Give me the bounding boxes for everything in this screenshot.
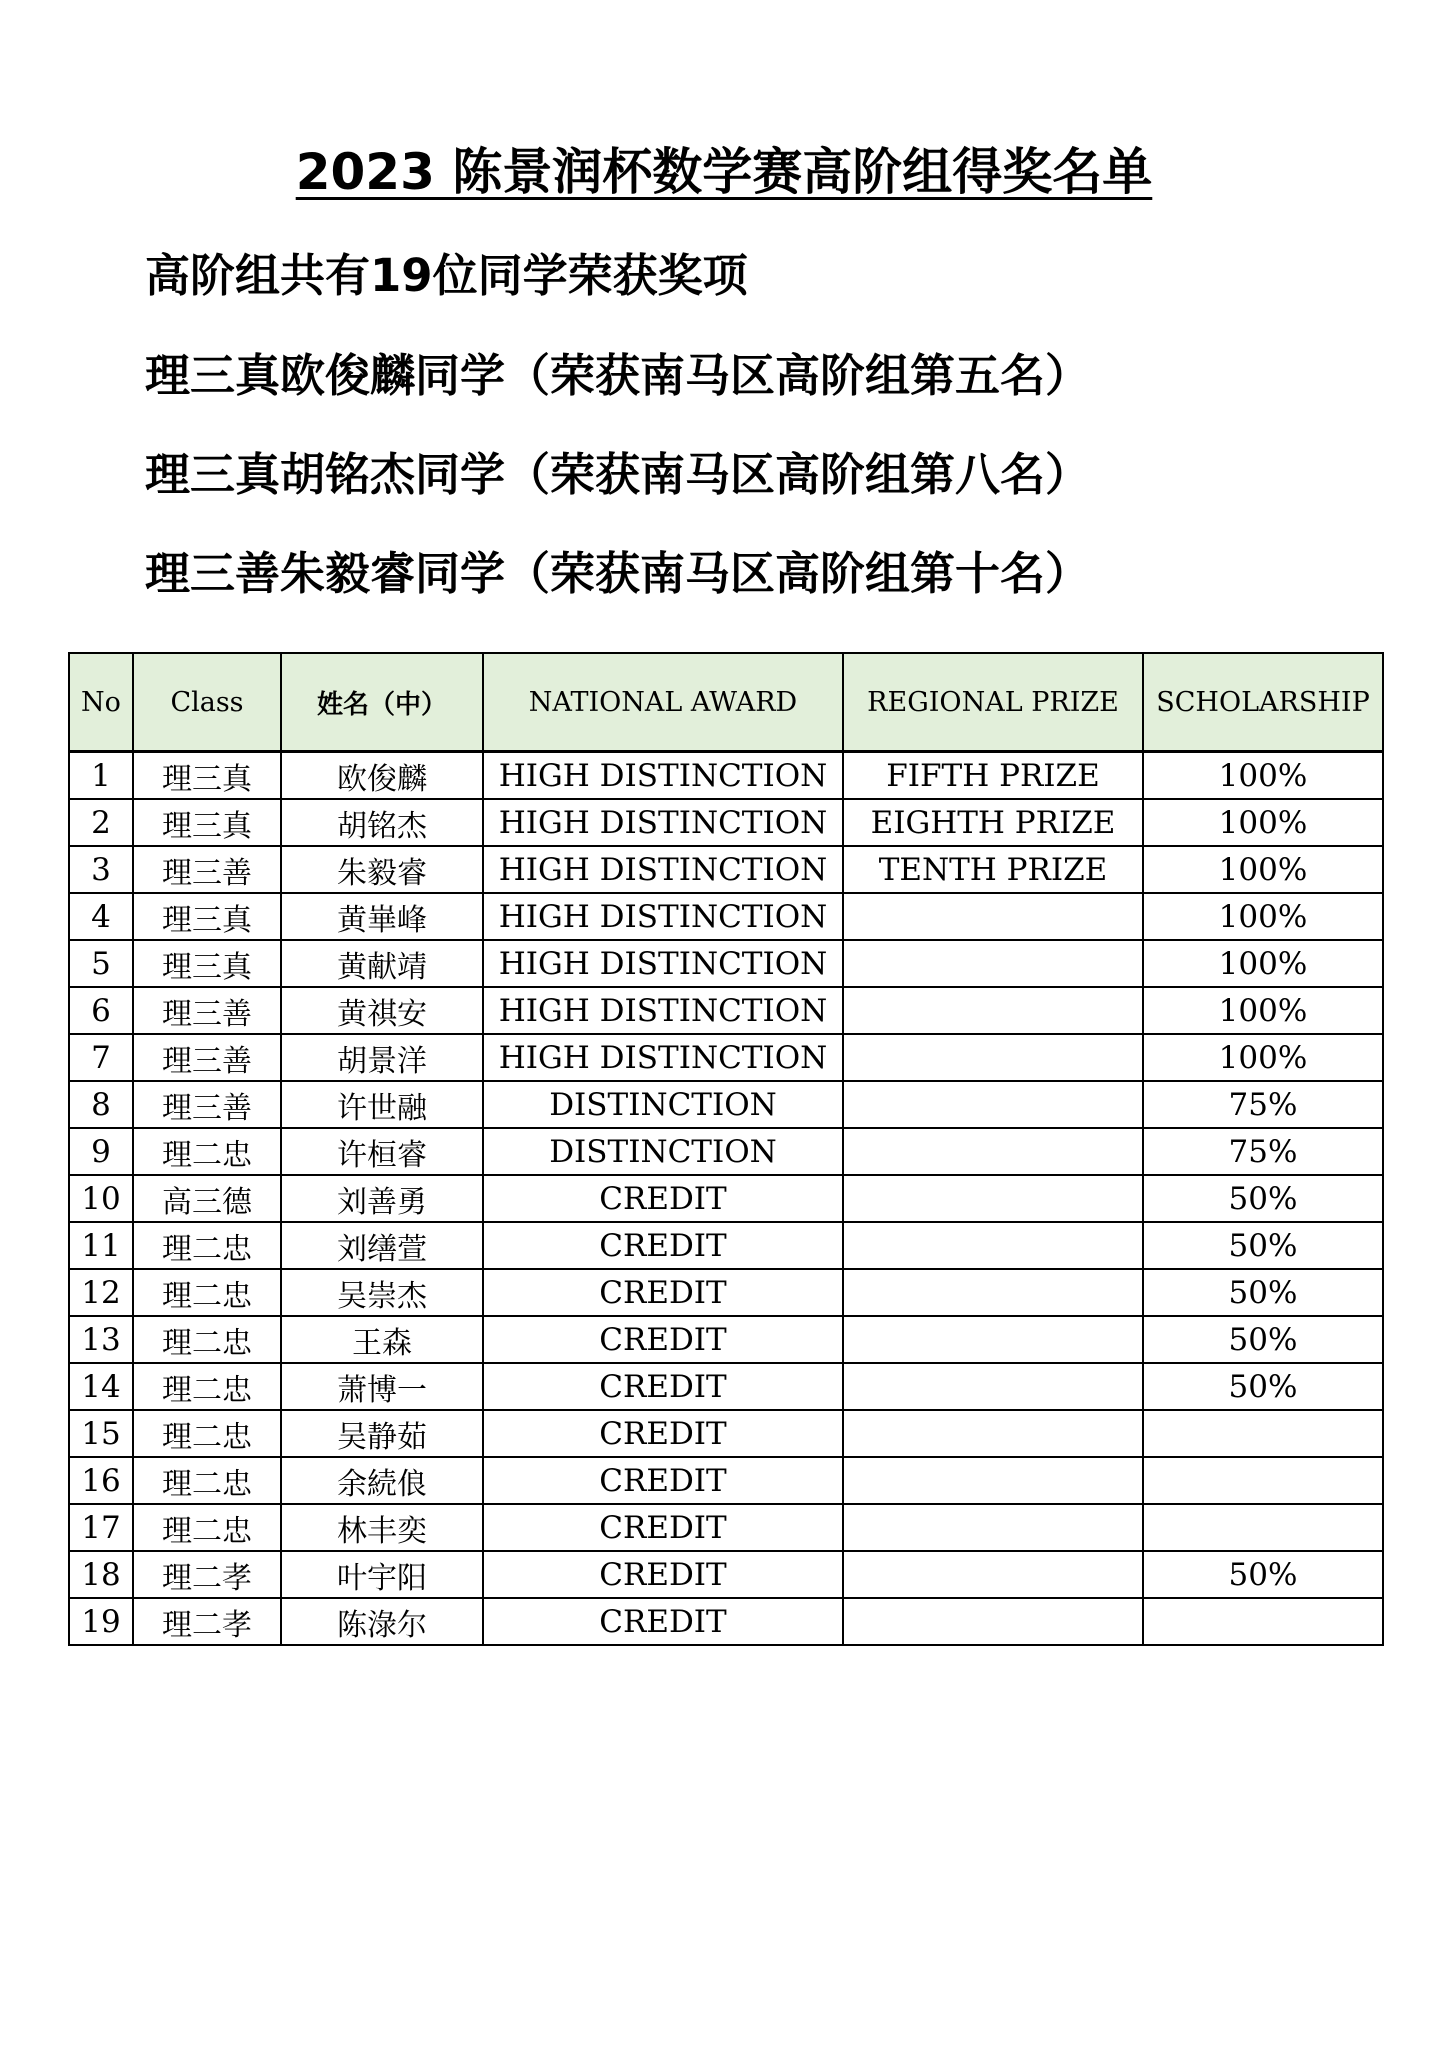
cell-scholarship: 100% — [1143, 940, 1383, 987]
summary-winner-1: 理三真欧俊麟同学（荣获南马区高阶组第五名） — [145, 349, 1091, 402]
table-row — [69, 752, 1383, 800]
cell-no: 6 — [69, 987, 133, 1034]
cell-name: 胡景洋 — [281, 1034, 483, 1081]
cell-regional-prize — [843, 987, 1143, 1034]
cell-national-award: DISTINCTION — [483, 1128, 843, 1175]
cell-national-award: CREDIT — [483, 1222, 843, 1269]
cell-regional-prize — [843, 1504, 1143, 1551]
cell-name: 余続俍 — [281, 1457, 483, 1504]
cell-regional-prize: FIFTH PRIZE — [843, 752, 1143, 800]
cell-national-award: HIGH DISTINCTION — [483, 846, 843, 893]
cell-regional-prize — [843, 893, 1143, 940]
header-class: Class — [133, 653, 281, 752]
cell-name: 叶宇阳 — [281, 1551, 483, 1598]
cell-name: 黄献靖 — [281, 940, 483, 987]
cell-no: 9 — [69, 1128, 133, 1175]
cell-national-award: CREDIT — [483, 1363, 843, 1410]
cell-national-award: CREDIT — [483, 1410, 843, 1457]
cell-scholarship — [1143, 1504, 1383, 1551]
cell-regional-prize — [843, 1081, 1143, 1128]
header-name: 姓名（中） — [281, 653, 483, 752]
cell-class: 理三真 — [133, 799, 281, 846]
cell-scholarship — [1143, 1410, 1383, 1457]
cell-scholarship — [1143, 1598, 1383, 1645]
cell-regional-prize — [843, 1175, 1143, 1222]
awards-table — [68, 652, 1384, 1646]
cell-scholarship: 100% — [1143, 799, 1383, 846]
cell-regional-prize — [843, 1598, 1143, 1645]
cell-no: 12 — [69, 1269, 133, 1316]
cell-national-award: CREDIT — [483, 1269, 843, 1316]
cell-name: 萧博一 — [281, 1363, 483, 1410]
cell-class: 理二忠 — [133, 1222, 281, 1269]
cell-national-award: HIGH DISTINCTION — [483, 752, 843, 800]
cell-name: 吴静茹 — [281, 1410, 483, 1457]
cell-no: 18 — [69, 1551, 133, 1598]
cell-no: 8 — [69, 1081, 133, 1128]
header-national-award: NATIONAL AWARD — [483, 653, 843, 752]
cell-no: 10 — [69, 1175, 133, 1222]
header-scholarship: SCHOLARSHIP — [1143, 653, 1383, 752]
table-row — [69, 1128, 1383, 1175]
cell-no: 19 — [69, 1598, 133, 1645]
cell-name: 刘缮萱 — [281, 1222, 483, 1269]
cell-class: 理二忠 — [133, 1410, 281, 1457]
summary-winner-2: 理三真胡铭杰同学（荣获南马区高阶组第八名） — [145, 448, 1091, 501]
cell-scholarship: 100% — [1143, 846, 1383, 893]
cell-national-award: CREDIT — [483, 1598, 843, 1645]
cell-name: 黄崋峰 — [281, 893, 483, 940]
cell-name: 吴崇杰 — [281, 1269, 483, 1316]
header-regional-prize: REGIONAL PRIZE — [843, 653, 1143, 752]
cell-scholarship: 50% — [1143, 1269, 1383, 1316]
table-row — [69, 846, 1383, 893]
cell-class: 理二忠 — [133, 1363, 281, 1410]
cell-class: 理二孝 — [133, 1551, 281, 1598]
summary-winner-3: 理三善朱毅睿同学（荣获南马区高阶组第十名） — [145, 547, 1091, 600]
cell-national-award: CREDIT — [483, 1175, 843, 1222]
page-title — [0, 142, 1448, 202]
cell-class: 理三善 — [133, 1034, 281, 1081]
cell-national-award: HIGH DISTINCTION — [483, 1034, 843, 1081]
cell-national-award: CREDIT — [483, 1551, 843, 1598]
cell-no: 14 — [69, 1363, 133, 1410]
cell-regional-prize — [843, 1034, 1143, 1081]
cell-scholarship: 100% — [1143, 1034, 1383, 1081]
cell-regional-prize — [843, 1269, 1143, 1316]
cell-scholarship: 100% — [1143, 752, 1383, 800]
cell-national-award: HIGH DISTINCTION — [483, 799, 843, 846]
table-row — [69, 893, 1383, 940]
cell-class: 理二忠 — [133, 1269, 281, 1316]
cell-class: 理三善 — [133, 1081, 281, 1128]
cell-regional-prize — [843, 940, 1143, 987]
cell-scholarship: 50% — [1143, 1363, 1383, 1410]
cell-name: 王森 — [281, 1316, 483, 1363]
cell-scholarship: 100% — [1143, 987, 1383, 1034]
table-row — [69, 987, 1383, 1034]
cell-scholarship — [1143, 1457, 1383, 1504]
cell-name: 朱毅睿 — [281, 846, 483, 893]
cell-scholarship: 75% — [1143, 1081, 1383, 1128]
cell-class: 理二孝 — [133, 1598, 281, 1645]
cell-scholarship: 50% — [1143, 1222, 1383, 1269]
table-row — [69, 1034, 1383, 1081]
cell-national-award: DISTINCTION — [483, 1081, 843, 1128]
cell-scholarship: 100% — [1143, 893, 1383, 940]
cell-national-award: CREDIT — [483, 1457, 843, 1504]
table-row — [69, 1457, 1383, 1504]
cell-no: 7 — [69, 1034, 133, 1081]
cell-regional-prize — [843, 1551, 1143, 1598]
cell-no: 13 — [69, 1316, 133, 1363]
table-row — [69, 1175, 1383, 1222]
cell-regional-prize — [843, 1410, 1143, 1457]
cell-regional-prize: TENTH PRIZE — [843, 846, 1143, 893]
cell-no: 16 — [69, 1457, 133, 1504]
table-row — [69, 1081, 1383, 1128]
table-header-row — [69, 653, 1383, 752]
cell-name: 黄祺安 — [281, 987, 483, 1034]
cell-no: 17 — [69, 1504, 133, 1551]
cell-scholarship: 50% — [1143, 1175, 1383, 1222]
table-row — [69, 1598, 1383, 1645]
cell-class: 理三真 — [133, 893, 281, 940]
table-row — [69, 1410, 1383, 1457]
cell-scholarship: 75% — [1143, 1128, 1383, 1175]
cell-national-award: HIGH DISTINCTION — [483, 940, 843, 987]
cell-no: 1 — [69, 752, 133, 800]
cell-no: 11 — [69, 1222, 133, 1269]
cell-no: 4 — [69, 893, 133, 940]
cell-class: 理二忠 — [133, 1504, 281, 1551]
cell-no: 3 — [69, 846, 133, 893]
cell-regional-prize — [843, 1316, 1143, 1363]
table-row — [69, 940, 1383, 987]
cell-class: 理二忠 — [133, 1457, 281, 1504]
table-row — [69, 799, 1383, 846]
table-body — [69, 752, 1383, 1646]
cell-no: 2 — [69, 799, 133, 846]
table-row — [69, 1269, 1383, 1316]
summary-total: 高阶组共有19位同学荣获奖项 — [145, 249, 748, 302]
cell-name: 许桓睿 — [281, 1128, 483, 1175]
cell-class: 高三德 — [133, 1175, 281, 1222]
cell-name: 林丰奕 — [281, 1504, 483, 1551]
page-title-text: 2023 陈景润杯数学赛高阶组得奖名单 — [295, 143, 1153, 201]
cell-national-award: CREDIT — [483, 1316, 843, 1363]
cell-class: 理二忠 — [133, 1128, 281, 1175]
cell-scholarship: 50% — [1143, 1316, 1383, 1363]
table-row — [69, 1222, 1383, 1269]
cell-regional-prize: EIGHTH PRIZE — [843, 799, 1143, 846]
header-no: No — [69, 653, 133, 752]
cell-class: 理三真 — [133, 752, 281, 800]
cell-class: 理二忠 — [133, 1316, 281, 1363]
cell-no: 15 — [69, 1410, 133, 1457]
cell-name: 许世融 — [281, 1081, 483, 1128]
cell-name: 刘善勇 — [281, 1175, 483, 1222]
cell-name: 胡铭杰 — [281, 799, 483, 846]
table-row — [69, 1316, 1383, 1363]
cell-national-award: CREDIT — [483, 1504, 843, 1551]
cell-class: 理三善 — [133, 846, 281, 893]
cell-no: 5 — [69, 940, 133, 987]
cell-class: 理三善 — [133, 987, 281, 1034]
cell-regional-prize — [843, 1457, 1143, 1504]
cell-class: 理三真 — [133, 940, 281, 987]
cell-national-award: HIGH DISTINCTION — [483, 987, 843, 1034]
table-row — [69, 1551, 1383, 1598]
cell-national-award: HIGH DISTINCTION — [483, 893, 843, 940]
cell-scholarship: 50% — [1143, 1551, 1383, 1598]
cell-name: 欧俊麟 — [281, 752, 483, 800]
cell-regional-prize — [843, 1363, 1143, 1410]
cell-name: 陈淥尔 — [281, 1598, 483, 1645]
cell-regional-prize — [843, 1128, 1143, 1175]
table-row — [69, 1363, 1383, 1410]
cell-regional-prize — [843, 1222, 1143, 1269]
table-row — [69, 1504, 1383, 1551]
